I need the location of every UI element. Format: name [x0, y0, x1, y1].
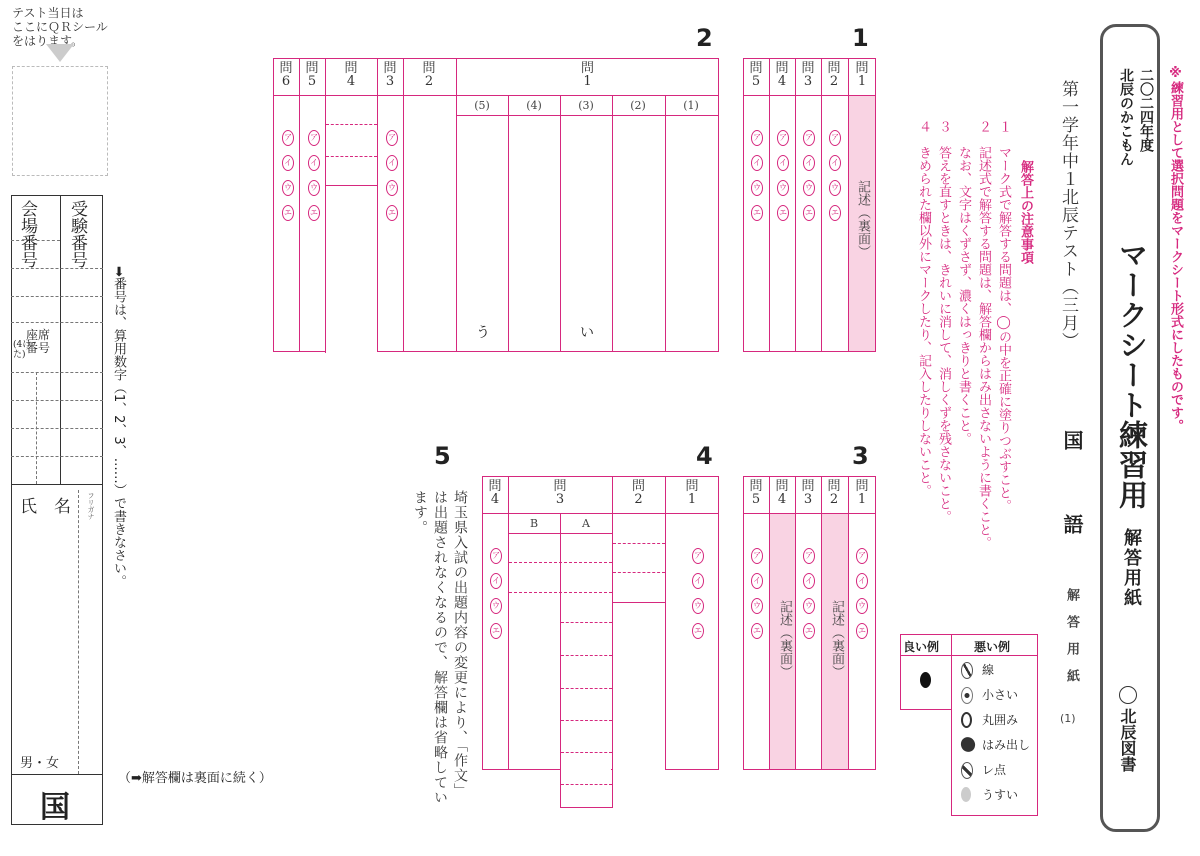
s4-q4-header: 問 4 [488, 479, 502, 507]
seat-note: (4けた) [13, 340, 32, 360]
notes-item-3: ３ 答えを直すときは、きれいに消して、消しくずを残さないこと。 [936, 120, 951, 523]
legend-bad-item: 線 [982, 663, 995, 677]
subject-char: 国 [40, 790, 70, 825]
section-2-number: 2 [696, 24, 713, 52]
s2-q3-option-2[interactable]: イ [386, 155, 398, 171]
qr-arrow-icon [46, 44, 74, 62]
s2-q5-option-2[interactable]: イ [308, 155, 320, 171]
s2-q6-option-4[interactable]: エ [282, 205, 294, 221]
sheet-number: (1) [1060, 712, 1076, 725]
qr-note: テスト当日は ここにＱＲシール をはります。 [12, 6, 108, 48]
s2-q5-header: 問 5 [305, 61, 319, 89]
s1-q1-header: 問 1 [855, 61, 869, 89]
notes-item-1: １ マーク式で解答する問題は、◯の中を正確に塗りつぶすこと。 [996, 120, 1011, 512]
s2-q5-option-3[interactable]: ウ [308, 180, 320, 196]
s3-q3-option-3[interactable]: ウ [803, 598, 815, 614]
sheet-label: 解答用紙 [1064, 588, 1079, 696]
s2-q3-option-4[interactable]: エ [386, 205, 398, 221]
s3-q5-option-1[interactable]: ア [751, 548, 763, 564]
publisher-logo-icon [1119, 686, 1137, 704]
s1-q5-option-3[interactable]: ウ [751, 180, 763, 196]
seat-number-label: 座席番号 [26, 328, 51, 355]
s3-q3-header: 問 3 [801, 479, 815, 507]
s1-q4-option-3[interactable]: ウ [777, 180, 789, 196]
number-instruction: ➡番号は、算用数字（1、2、3、……）で書きなさい。 [111, 266, 126, 588]
s3-q2-header: 問 2 [827, 479, 841, 507]
s1-q2-option-3[interactable]: ウ [829, 180, 841, 196]
s4-q3-header: 問 3 [553, 479, 567, 507]
continue-note: （➡解答欄は裏面に続く） [118, 771, 272, 786]
s1-q3-option-3[interactable]: ウ [803, 180, 815, 196]
s2-label-u: う [476, 325, 490, 341]
sub-title: 解答用紙 [1121, 528, 1142, 608]
s1-q2-option-2[interactable]: イ [829, 155, 841, 171]
legend-light-icon [961, 787, 971, 802]
s2-q2-header: 問 2 [422, 61, 436, 89]
notes-item-2: ２ 記述式で解答する問題は、解答欄からはみ出さないように書くこと。 [976, 120, 991, 549]
furigana-label: フリガナ [87, 492, 95, 520]
legend-bad-item: レ点 [982, 763, 1007, 777]
s3-q2-written-note: 記述（裏面） [829, 600, 844, 678]
s1-q4-header: 問 4 [775, 61, 789, 89]
exam-number-label: 受験番号 [67, 200, 87, 268]
publisher-name: 北辰図書 [1118, 708, 1137, 772]
s1-q5-option-1[interactable]: ア [751, 130, 763, 146]
s3-q5-header: 問 5 [749, 479, 763, 507]
s4-q1-option-3[interactable]: ウ [692, 598, 704, 614]
s4-q1-option-2[interactable]: イ [692, 573, 704, 589]
s2-q6-option-2[interactable]: イ [282, 155, 294, 171]
s1-q4-option-4[interactable]: エ [777, 205, 789, 221]
s1-q3-option-1[interactable]: ア [803, 130, 815, 146]
s1-q5-option-4[interactable]: エ [751, 205, 763, 221]
s3-q5-option-3[interactable]: ウ [751, 598, 763, 614]
legend-bad-item: はみ出し [982, 738, 1031, 752]
s3-q3-option-1[interactable]: ア [803, 548, 815, 564]
section-5-text: 埼玉県入試の出題内容の変更により、「作文」は出題されなくなるので、解答欄は省略しています。 [412, 490, 468, 805]
s1-q2-option-1[interactable]: ア [829, 130, 841, 146]
practice-note: ※練習用として選択問題をマークシート形式にしたものです。 [1168, 66, 1183, 432]
s2-label-i: い [580, 325, 594, 341]
s4-q1-option-4[interactable]: エ [692, 623, 704, 639]
section-1-number: 1 [852, 24, 869, 52]
s3-q1-header: 問 1 [855, 479, 869, 507]
s4-q4-option-1[interactable]: ア [490, 548, 502, 564]
s3-q5-option-4[interactable]: エ [751, 623, 763, 639]
venue-number-field[interactable] [12, 242, 59, 267]
legend-circle-icon [961, 712, 972, 728]
s1-q5-header: 問 5 [749, 61, 763, 89]
legend-line-icon [961, 662, 973, 679]
s4-q1-header: 問 1 [685, 479, 699, 507]
section-3-number: 3 [852, 442, 869, 470]
s2-q6-option-1[interactable]: ア [282, 130, 294, 146]
s2-q5-option-4[interactable]: エ [308, 205, 320, 221]
s1-written-note: 記述（裏面） [855, 180, 870, 258]
s3-q3-option-4[interactable]: エ [803, 623, 815, 639]
brand-label: 北辰のかこもん [1118, 68, 1134, 166]
s2-q3-option-3[interactable]: ウ [386, 180, 398, 196]
legend-bad-item: 丸囲み [982, 713, 1019, 727]
s2-sub-3: (3) [578, 99, 594, 112]
subject-title: 国 語 [1060, 430, 1084, 556]
legend-good-mark [920, 672, 931, 688]
s4-q4-option-3[interactable]: ウ [490, 598, 502, 614]
s4-q4-option-2[interactable]: イ [490, 573, 502, 589]
s2-q4-header: 問 4 [344, 61, 358, 89]
s2-q3-option-1[interactable]: ア [386, 130, 398, 146]
s2-q3-header: 問 3 [383, 61, 397, 89]
s3-q4-header: 問 4 [775, 479, 789, 507]
notes-item-4: ４ きめられた欄以外にマークしたり、記入したりしないこと。 [916, 120, 931, 497]
s4-q4-option-4[interactable]: エ [490, 623, 502, 639]
s2-q6-option-3[interactable]: ウ [282, 180, 294, 196]
s1-q2-header: 問 2 [827, 61, 841, 89]
test-name: 第一学年中１北辰テスト（三月） [1058, 80, 1078, 350]
s3-q5-option-2[interactable]: イ [751, 573, 763, 589]
s2-q6-header: 問 6 [279, 61, 293, 89]
name-field[interactable] [12, 520, 76, 740]
section-4-number: 4 [696, 442, 713, 470]
s2-q5-option-1[interactable]: ア [308, 130, 320, 146]
exam-number-field[interactable] [61, 268, 102, 368]
section-5-number: 5 [434, 442, 451, 470]
legend-bad-label: 悪い例 [974, 640, 1011, 654]
legend-good-label: 良い例 [903, 640, 940, 654]
s3-q1-option-1[interactable]: ア [856, 548, 868, 564]
s4-q2-header: 問 2 [631, 479, 645, 507]
year-label: 二〇二四年度 [1138, 68, 1154, 152]
gender-label[interactable]: 男・女 [20, 756, 60, 771]
notes-title: 解答上の注意事項 [1018, 160, 1033, 264]
venue-number-label: 会場番号 [17, 200, 37, 268]
s2-sub-2: (2) [630, 99, 646, 112]
s1-q3-option-2[interactable]: イ [803, 155, 815, 171]
s3-q1-option-3[interactable]: ウ [856, 598, 868, 614]
s1-q2-option-4[interactable]: エ [829, 205, 841, 221]
s1-q4-option-1[interactable]: ア [777, 130, 789, 146]
legend-check-icon [961, 762, 973, 779]
s2-sub-4: (4) [526, 99, 542, 112]
s1-q5-option-2[interactable]: イ [751, 155, 763, 171]
s3-q3-option-2[interactable]: イ [803, 573, 815, 589]
s4-sub-a: A [582, 517, 590, 530]
name-label: 氏 名 [20, 497, 71, 517]
s3-q1-option-4[interactable]: エ [856, 623, 868, 639]
legend-bad-item: 小さい [982, 688, 1019, 702]
notes-item-2b: なお、文字はくずさず、濃くはっきりと書くこと。 [956, 120, 971, 445]
s2-sub-1: (1) [683, 99, 699, 112]
legend-bad-item: うすい [982, 788, 1019, 802]
s4-sub-b: B [529, 517, 539, 530]
s1-q4-option-2[interactable]: イ [777, 155, 789, 171]
qr-sticker-area[interactable] [12, 66, 108, 176]
s4-q1-option-1[interactable]: ア [692, 548, 704, 564]
s2-q1-header: 問 1 [580, 61, 594, 89]
s1-q3-header: 問 3 [801, 61, 815, 89]
s2-sub-5: (5) [474, 99, 490, 112]
s3-q1-option-2[interactable]: イ [856, 573, 868, 589]
s3-q4-written-note: 記述（裏面） [777, 600, 792, 678]
main-title: マークシート練習用 [1115, 240, 1149, 510]
s1-q3-option-4[interactable]: エ [803, 205, 815, 221]
legend-small-icon [961, 687, 973, 704]
